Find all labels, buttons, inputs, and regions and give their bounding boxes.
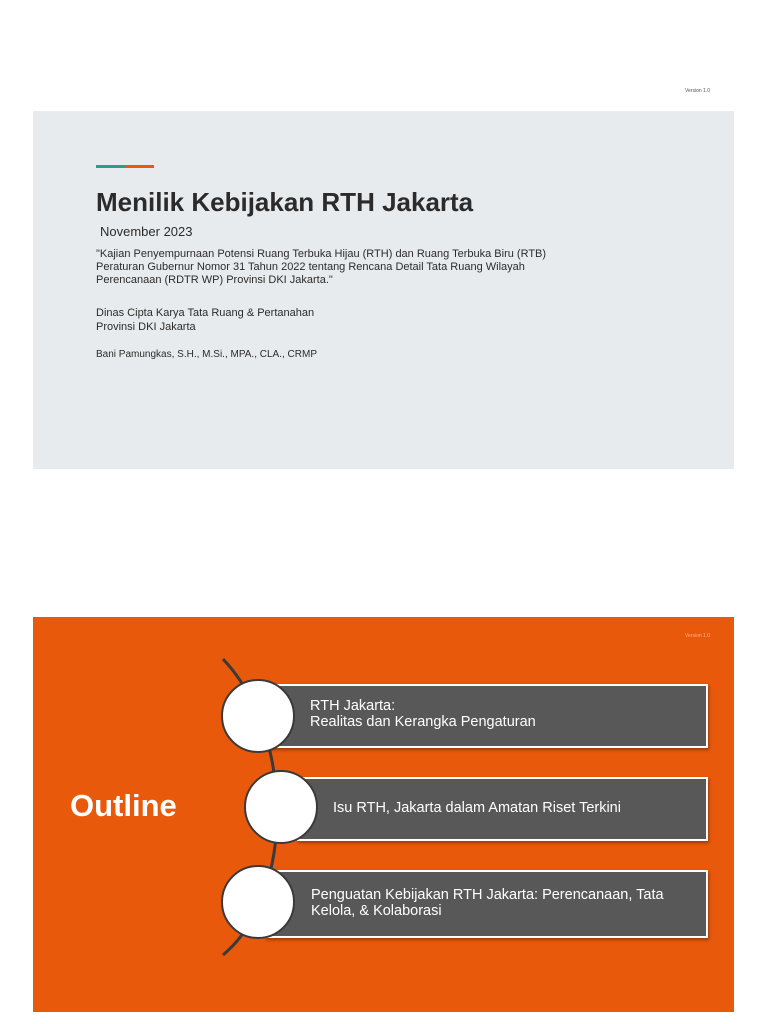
presentation-title: Menilik Kebijakan RTH Jakarta [96, 187, 474, 217]
outline-item-3-line-2: Kelola, & Kolaborasi [311, 903, 442, 919]
version-label: Version 1.0 [684, 633, 710, 639]
outline-item-1-bullet [221, 679, 295, 753]
outline-slide [33, 617, 734, 1012]
outline-item-1 [265, 684, 708, 748]
presentation-subtitle: "Kajian Penyempurnaan Potensi Ruang Terbuka Hijau (RTH) dan Ruang Terbuka Biru (RTB) Peraturan Gubernur Nomor 31 Tahun 2022 tentang Rencana Detail Tata Ruang Wilayah Perencanaan (RDTR WP) Provinsi DKI Jakarta." [96, 248, 547, 286]
outline-item-1-line-2: Realitas dan Kerangka Pengaturan [310, 714, 536, 730]
version-label: Version 1.0 [684, 88, 710, 94]
accent-line [96, 165, 154, 168]
outline-item-3-line-1: Penguatan Kebijakan RTH Jakarta: Perencanaan, Tata [311, 887, 664, 903]
outline-item-2-line-1: Isu RTH, Jakarta dalam Amatan Riset Terkini [333, 800, 621, 816]
department-line-1: Dinas Cipta Karya Tata Ruang & Pertanahan [96, 307, 315, 319]
outline-item-2-bullet [244, 770, 318, 844]
outline-item-1-line-1: RTH Jakarta: [310, 698, 396, 714]
title-slide [33, 70, 734, 469]
outline-item-3 [265, 870, 708, 938]
outline-title: Outline [70, 788, 177, 823]
author: Bani Pamungkas, S.H., M.Si., MPA., CLA., CRMP [96, 349, 317, 360]
department [96, 306, 314, 334]
outline-item-3-bullet [221, 865, 295, 939]
outline-item-2 [297, 777, 708, 841]
department-line-2: Provinsi DKI Jakarta [96, 321, 196, 333]
presentation-date: November 2023 [100, 224, 193, 239]
